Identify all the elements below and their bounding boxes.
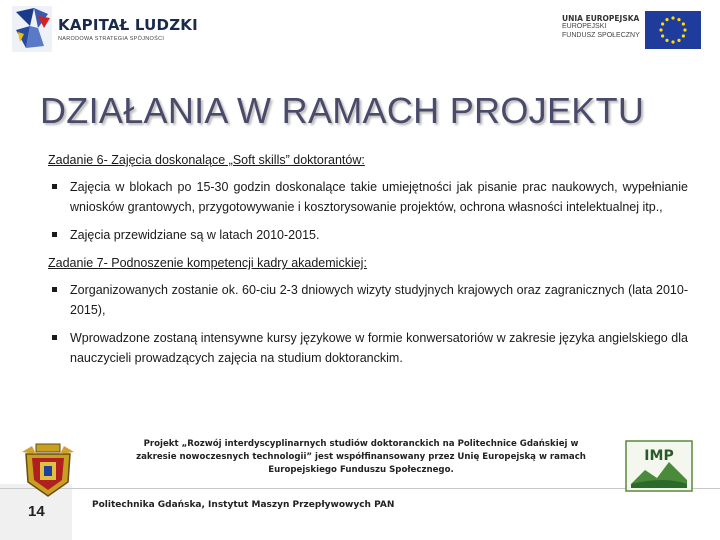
project-funding-line: Projekt „Rozwój interdyscyplinarnych studiów doktoranckich na Politechnice Gdańskiej w (143, 439, 579, 449)
eu-star-icon (683, 28, 686, 31)
eu-star-icon (665, 18, 668, 21)
bullet-item (48, 225, 688, 245)
eu-star-icon (665, 39, 668, 42)
bullet-list (48, 280, 688, 368)
slide-content (48, 148, 688, 376)
project-funding-line: Europejskiego Funduszu Społecznego. (268, 464, 454, 475)
bullet-item (48, 328, 688, 368)
kapital-ludzki-title: KAPITAŁ LUDZKI (58, 16, 198, 34)
section-heading: Zadanie 7- Podnoszenie kompetencji kadry akademickiej: (48, 256, 367, 270)
eu-logo-title: UNIA EUROPEJSKA (562, 14, 640, 23)
eu-star-icon (677, 39, 680, 42)
imp-pan-logo (625, 440, 693, 492)
gdansk-university-crest-icon (18, 442, 78, 500)
bullet-item (48, 280, 688, 320)
bullet-item (48, 177, 688, 217)
eu-flag-icon (645, 11, 701, 49)
eu-star-icon (682, 34, 685, 37)
project-funding-line: zakresie nowoczesnych technologii” jest współfinansowany przez Unię Europejską w ramach (136, 451, 586, 462)
footer-divider (0, 488, 720, 489)
bullet-text: Zajęcia przewidziane są w latach 2010-2015. (70, 228, 320, 242)
page-number: 14 (28, 503, 45, 520)
project-funding-note (118, 438, 604, 476)
imp-logo-text: IMP (644, 448, 674, 464)
eu-star-icon (677, 18, 680, 21)
eu-star-icon (659, 28, 662, 31)
eu-star-icon (661, 34, 664, 37)
slide-title: DZIAŁANIA W RAMACH PROJEKTU (40, 90, 645, 131)
eu-star-icon (682, 22, 685, 25)
bullet-text: Zorganizowanych zostanie ok. 60-ciu 2-3 dniowych wizyty studyjnych krajowych oraz zagranicznych (lata 2010-2015), (70, 283, 688, 317)
bullet-list (48, 177, 688, 245)
bullet-square-icon (52, 287, 57, 292)
section-heading: Zadanie 6- Zajęcia doskonalące „Soft skills” doktorantów: (48, 153, 365, 167)
bullet-text: Zajęcia w blokach po 15-30 godzin doskonalące takie umiejętności jak pisanie prac naukowych, wypełnianie wniosków grantowych, przygotowywanie i kosztorysowanie projektów, ochrona własności intelektualnej itp., (70, 180, 688, 214)
bullet-text: Wprowadzone zostaną intensywne kursy językowe w formie konwersatoriów w zakresie języka angielskiego dla nauczycieli prowadzących zajęcia na studium doktoranckim. (70, 331, 688, 365)
eu-logo-line2: EUROPEJSKI (562, 23, 607, 30)
bullet-square-icon (52, 232, 57, 237)
eu-star-icon (671, 40, 674, 43)
bullet-square-icon (52, 184, 57, 189)
eu-star-icon (661, 22, 664, 25)
bullet-square-icon (52, 335, 57, 340)
eu-logo-line3: FUNDUSZ SPOŁECZNY (562, 31, 640, 39)
kapital-ludzki-subtitle: NARODOWA STRATEGIA SPÓJNOŚCI (58, 36, 165, 42)
section-task-7 (48, 253, 688, 368)
institution-name: Politechnika Gdańska, Instytut Maszyn Przepływowych PAN (92, 500, 395, 510)
eu-star-icon (671, 16, 674, 19)
section-task-6 (48, 150, 688, 245)
